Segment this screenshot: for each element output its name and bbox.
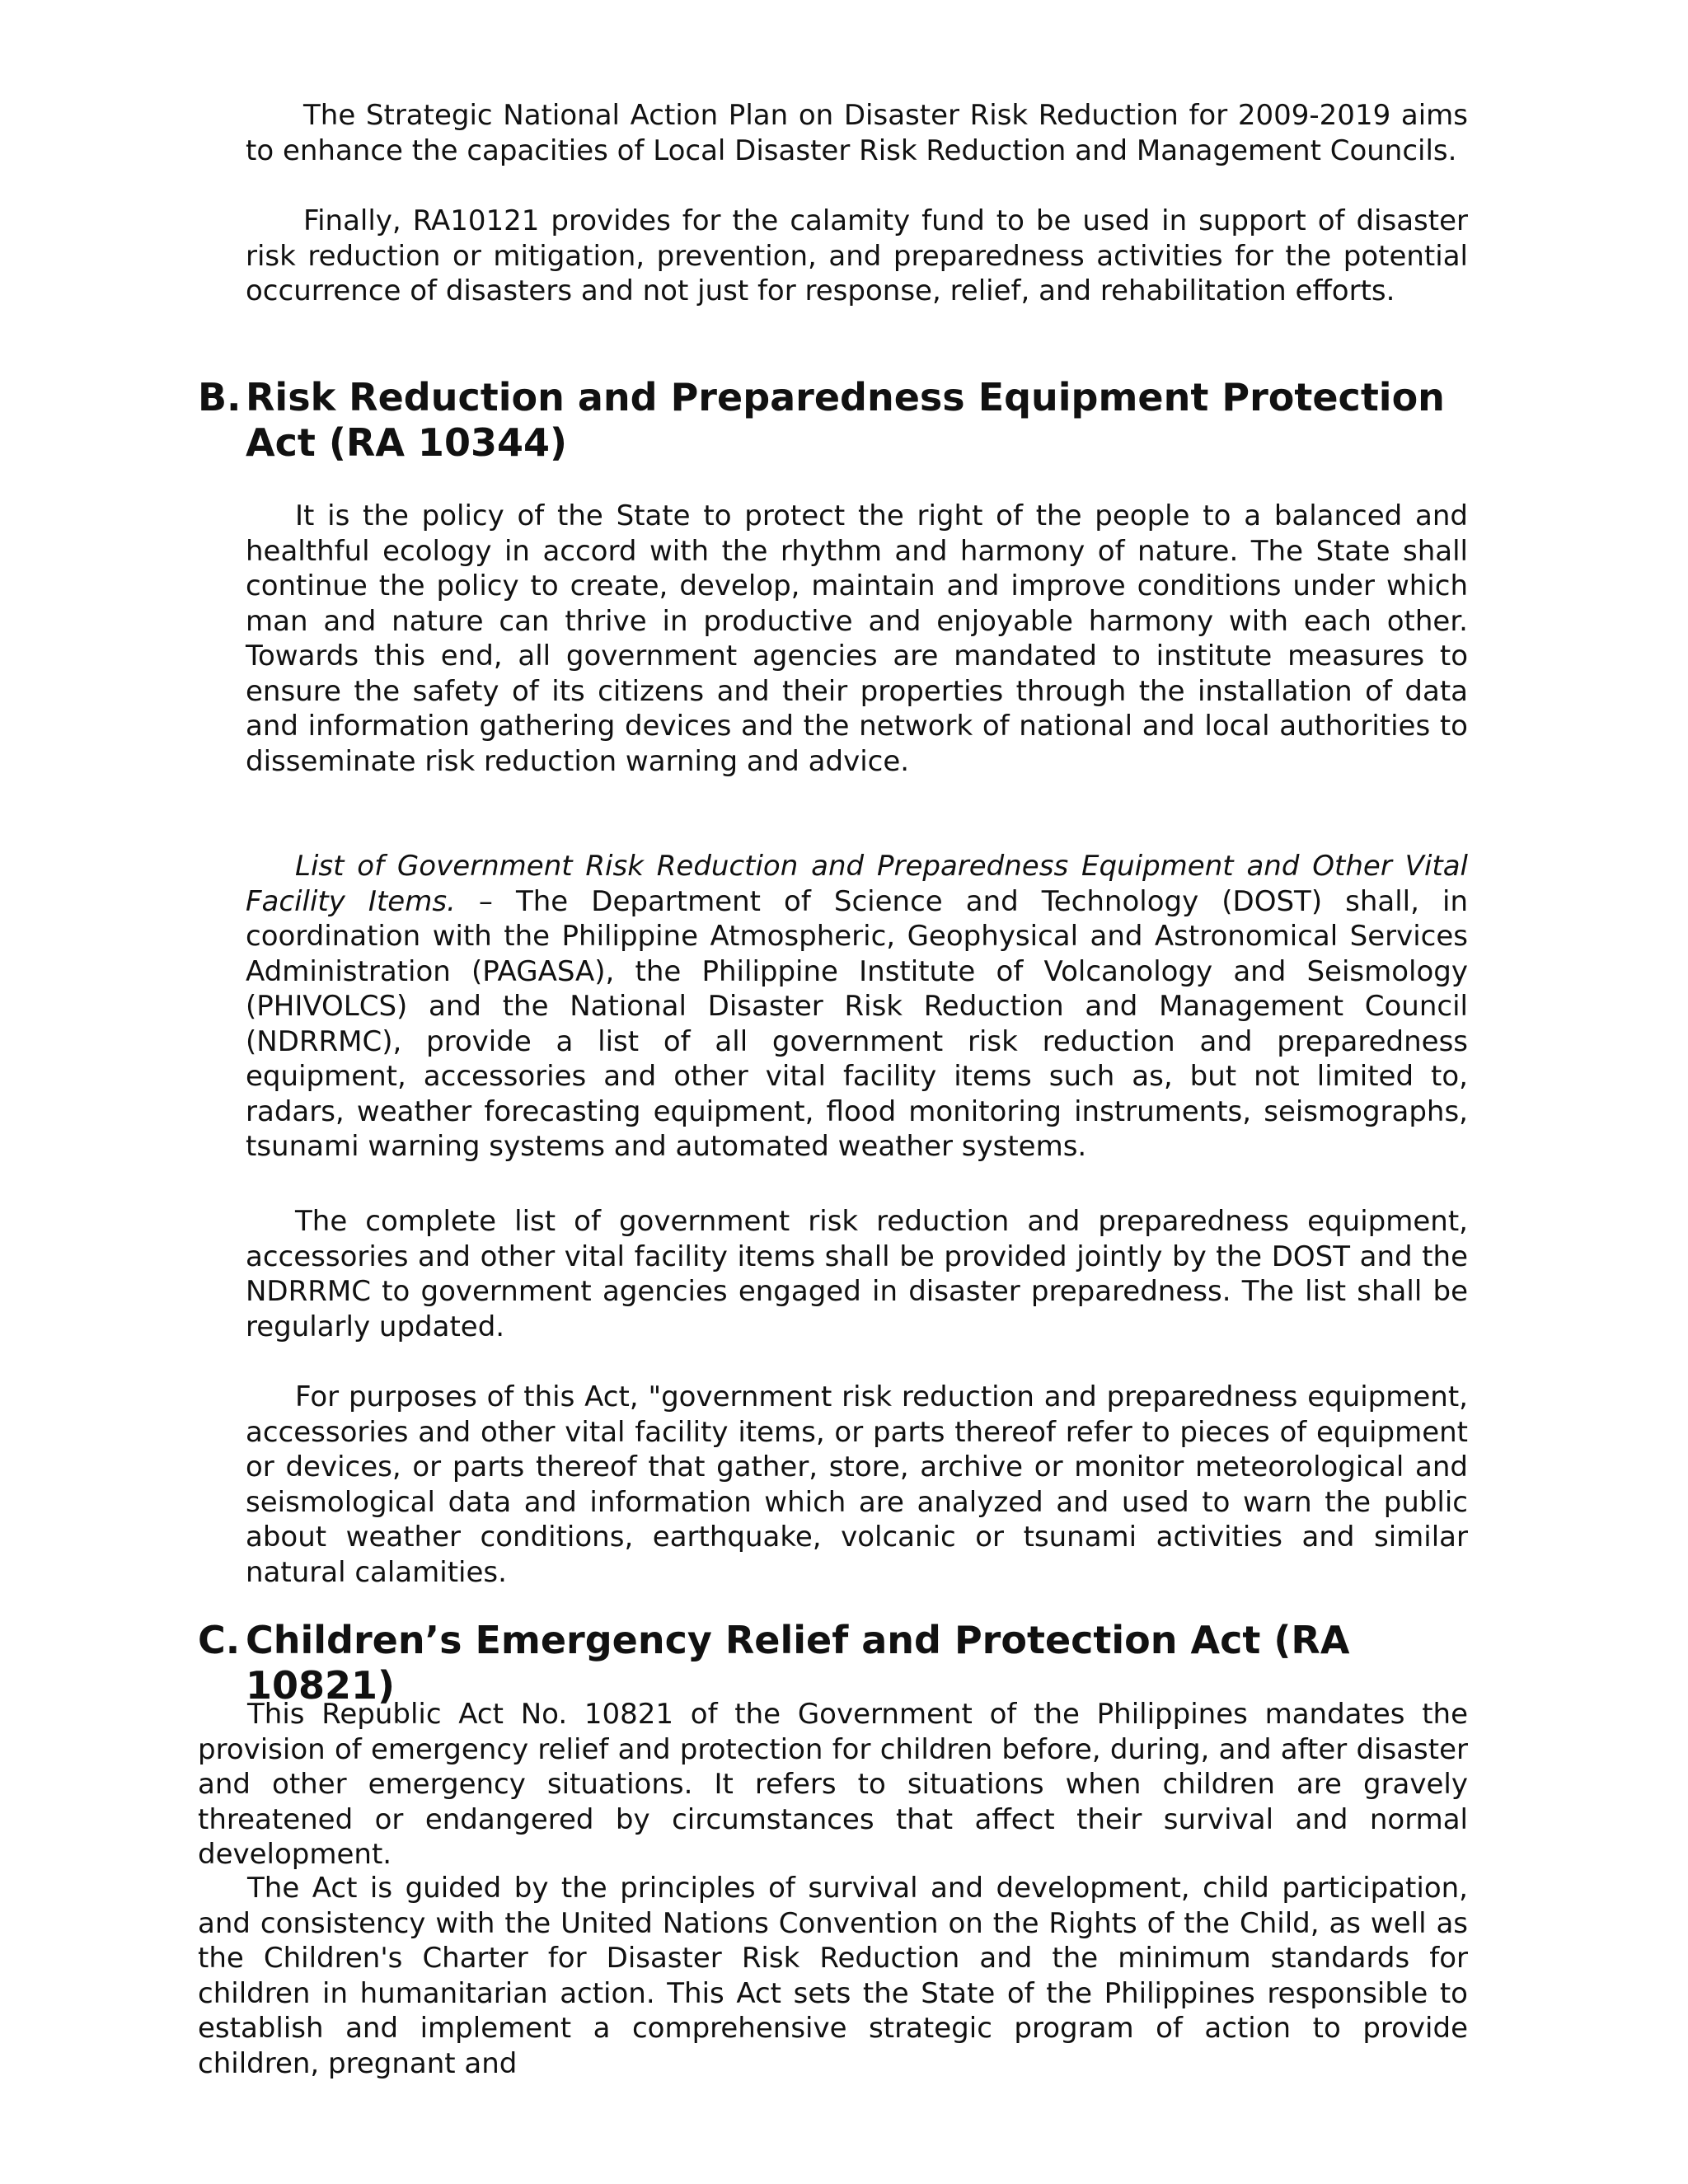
intro-paragraph-2: Finally, RA10121 provides for the calamity fund to be used in support of disaster risk reduction or mitigation, prevention, and preparedness activities for the potential occurrence of disasters and not just for response, relief, and rehabilitation efforts. bbox=[246, 204, 1468, 307]
section-c-letter: C. bbox=[198, 1618, 241, 1662]
section-b-paragraph-4: For purposes of this Act, "government risk reduction and preparedness equipment, accessories and other vital facility items, or parts thereof refer to pieces of equipment or devices, or parts thereof that gather, store, archive or monitor meteorological and seismological data and information which are analyzed and used to warn the public about weather conditions, earthquake, volcanic or tsunami activities and similar natural calamities. bbox=[246, 1380, 1468, 1589]
section-b-paragraph-3: The complete list of government risk reduction and preparedness equipment, accessories and other vital facility items shall be provided jointly by the DOST and the NDRRMC to government agencies engaged in disaster preparedness. The list shall be regularly updated. bbox=[246, 1205, 1468, 1343]
section-c-paragraph-2: The Act is guided by the principles of survival and development, child participation, and consistency with the United Nations Convention on the Rights of the Child, as well as the Children's Charter for Disaster Risk Reduction and the minimum standards for children in humanitarian action. This Act sets the State of the Philippines responsible to establish and implement a comprehensive strategic program of action to provide children, pregnant and bbox=[198, 1872, 1468, 2080]
section-c-paragraph-1: This Republic Act No. 10821 of the Government of the Philippines mandates the provision of emergency relief and protection for children before, during, and after disaster and other emergency situations. It refers to situations when children are gravely threatened or endangered by circumstances that affect their survival and normal development. bbox=[198, 1698, 1468, 1871]
section-b-paragraph-1: It is the policy of the State to protect the right of the people to a balanced and healthful ecology in accord with the rhythm and harmony of nature. The State shall continue the policy to create, develop, maintain and improve conditions under which man and nature can thrive in productive and enjoyable harmony with each other. Towards this end, all government agencies are mandated to institute measures to ensure the safety of its citizens and their properties through the installation of data and information gathering devices and the network of national and local authorities to disseminate risk reduction warning and advice. bbox=[246, 499, 1468, 778]
intro-paragraph-1: The Strategic National Action Plan on Disaster Risk Reduction for 2009-2019 aims to enhance the capacities of Local Disaster Risk Reduction and Management Councils. bbox=[246, 99, 1468, 167]
section-c-title: Children’s Emergency Relief and Protection Act (RA 10821) bbox=[246, 1618, 1350, 1708]
section-b-heading bbox=[198, 375, 1451, 466]
section-b-letter: B. bbox=[198, 375, 241, 419]
section-b-title: Risk Reduction and Preparedness Equipment Protection Act (RA 10344) bbox=[246, 375, 1445, 465]
equipment-list-title: List of Government Risk Reduction and Preparedness Equipment and Other Vital Facility Items. bbox=[246, 850, 1468, 918]
equipment-list-body: – The Department of Science and Technology (DOST) shall, in coordination with the Philippine Atmospheric, Geophysical and Astronomical Services Administration (PAGASA), the Philippine Institute of Volcanology and Seismology (PHIVOLCS) and the National Disaster Risk Reduction and Management Council (NDRRMC), provide a list of all government risk reduction and preparedness equipment, accessories and other vital facility items such as, but not limited to, radars, weather forecasting equipment, flood monitoring instruments, seismographs, tsunami warning systems and automated weather systems. bbox=[246, 884, 1468, 1163]
section-b-paragraph-2 bbox=[246, 849, 1468, 1165]
section-c-heading bbox=[198, 1618, 1451, 1708]
